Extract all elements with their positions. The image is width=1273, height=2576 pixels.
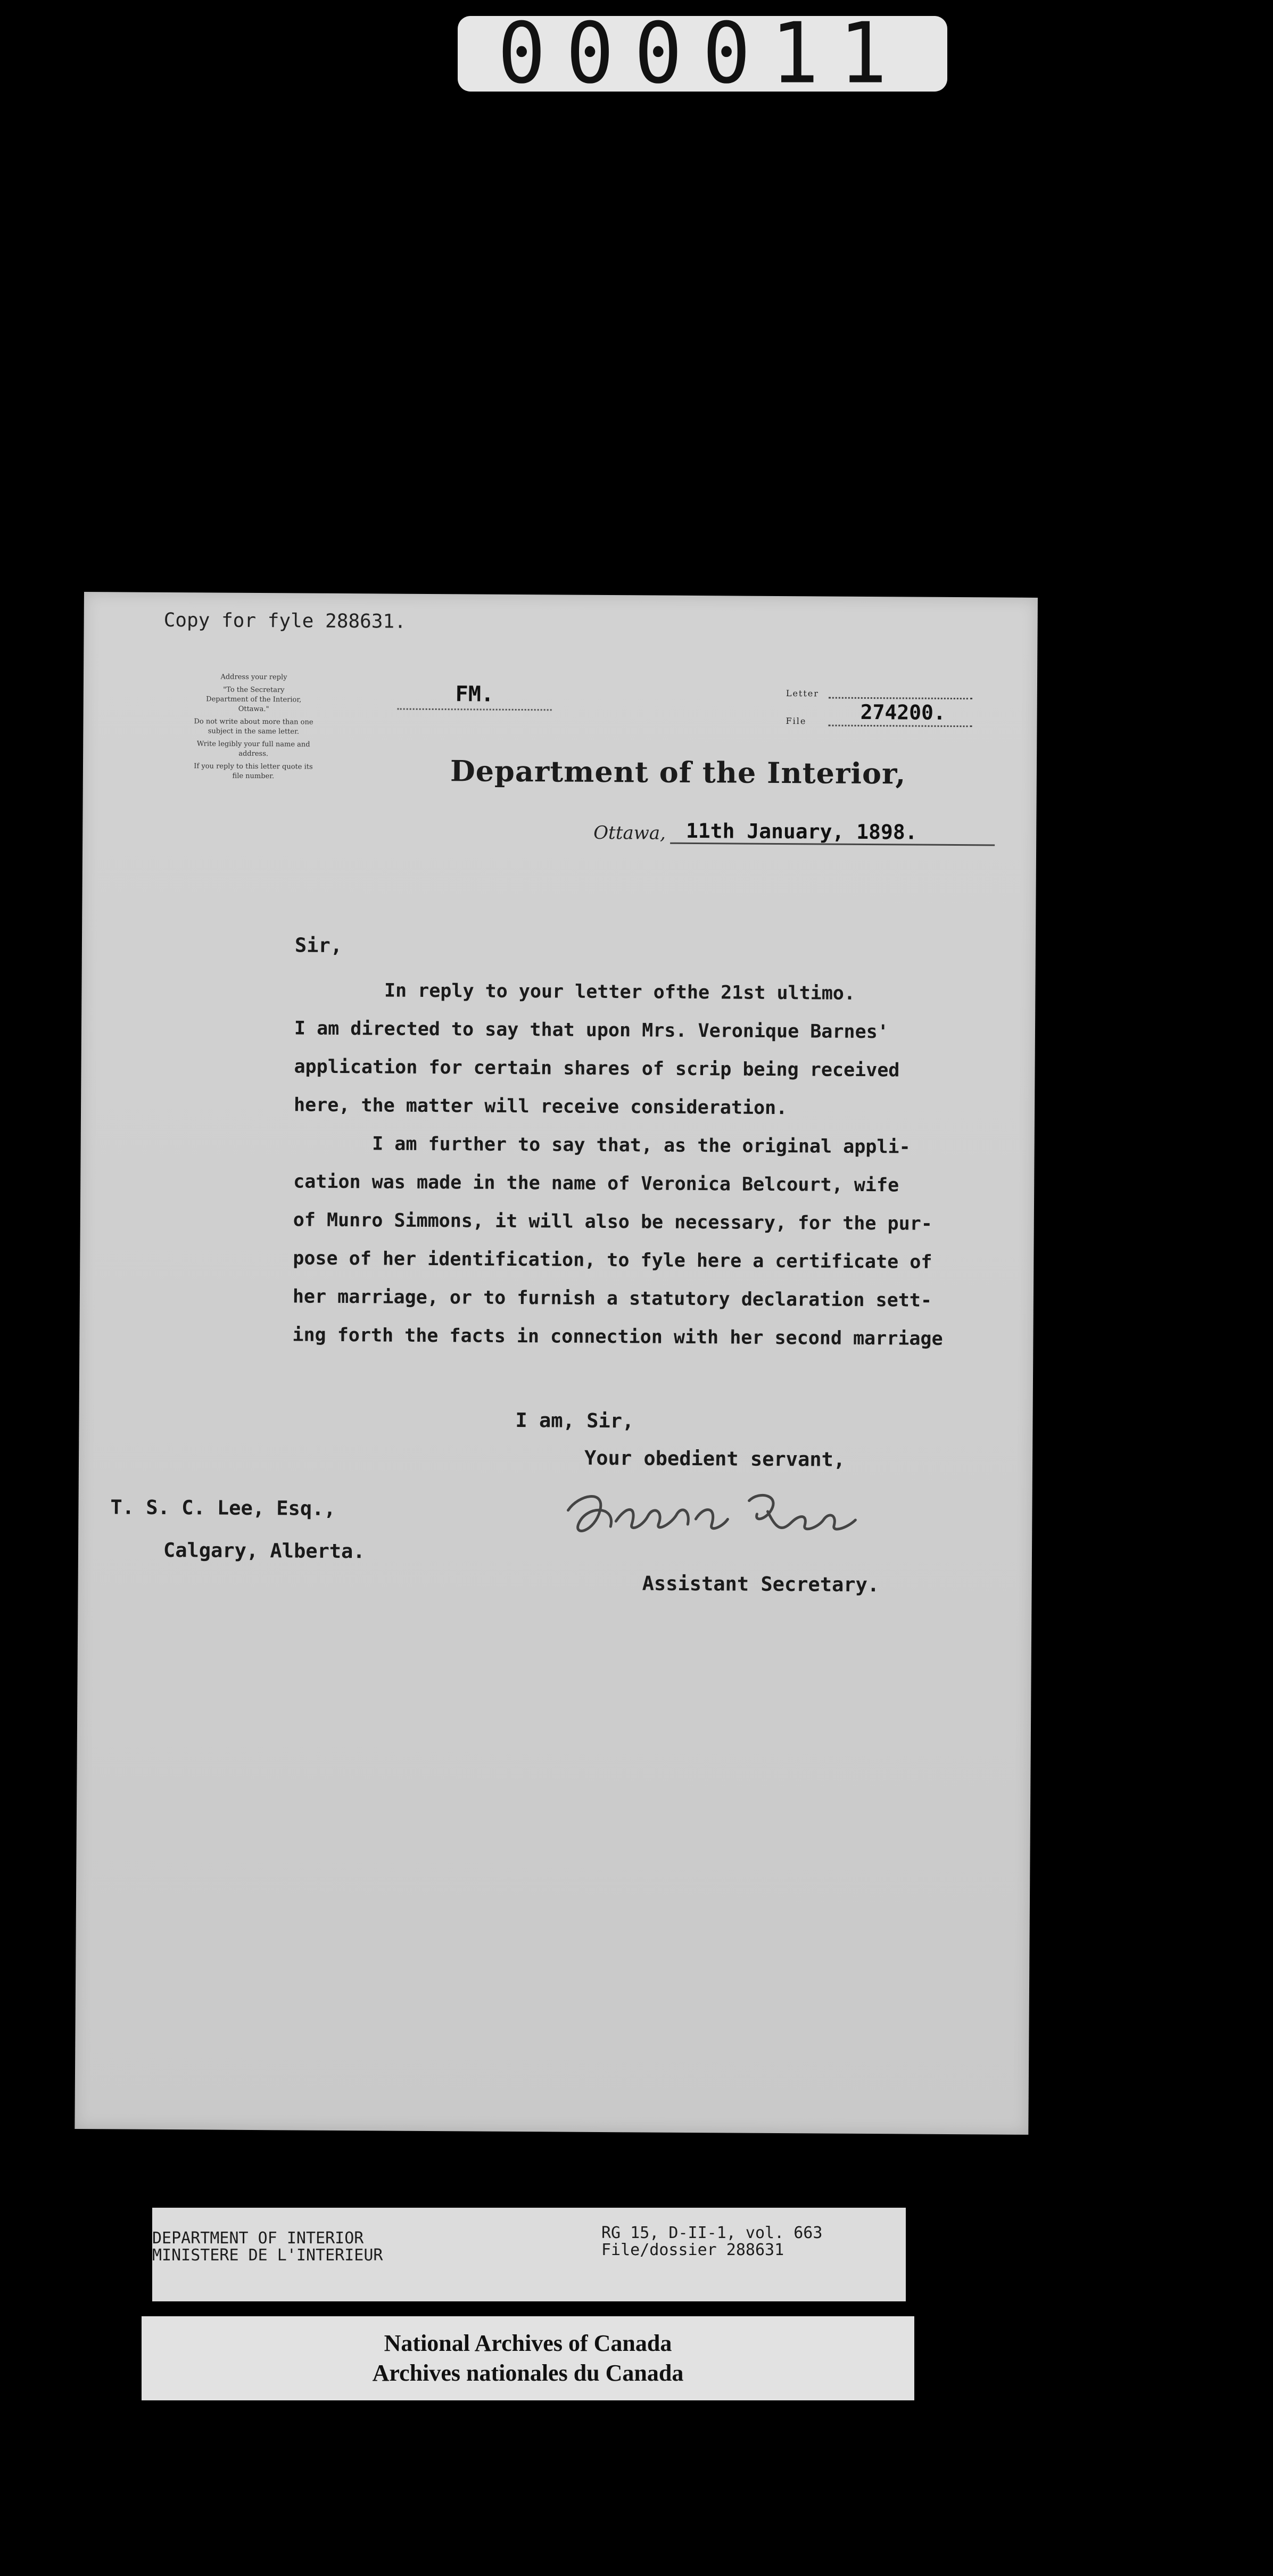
body-line: pose of her identification, to fyle here a certificate of [293, 1248, 932, 1273]
address-note-line: Do not write about more than one subject in the same letter. [194, 717, 313, 736]
initials-mark: FM. [398, 682, 552, 711]
frame-number: 000011 [498, 5, 907, 103]
department-label: DEPARTMENT OF INTERIOR MINISTERE DE L'INTERIEUR [152, 2229, 383, 2265]
record-group-label: RG 15, D-II-1, vol. 663 File/dossier 288631 [601, 2224, 823, 2259]
archive-reference-label [152, 2208, 906, 2301]
recipient-place: Calgary, Alberta. [163, 1538, 365, 1563]
letter-label: Letter [786, 688, 819, 699]
body-line: In reply to your letter ofthe 21st ultimo. [294, 979, 856, 1004]
body-line: ing forth the facts in connection with her second marriage [292, 1324, 943, 1350]
date-value: 11th January, 1898. [670, 819, 995, 846]
letter-number-row [786, 671, 972, 699]
body-line: application for certain shares of scrip being received [294, 1056, 900, 1081]
closing-servant: Your obedient servant, [584, 1446, 846, 1471]
letter-page [75, 592, 1038, 2135]
address-note-line: "To the Secretary Department of the Interior, Ottawa." [206, 686, 302, 714]
body-line: here, the matter will receive consideration. [293, 1094, 788, 1119]
letter-body [292, 971, 986, 1358]
department-heading: Department of the Interior, [450, 754, 906, 791]
archives-name-fr: Archives nationales du Canada [372, 2360, 684, 2386]
file-label: File [786, 716, 807, 726]
copy-note: Copy for fyle 288631. [163, 609, 406, 633]
archives-name-en: National Archives of Canada [384, 2330, 672, 2356]
address-note-line: Write legibly your full name and address. [196, 740, 310, 758]
closing-line: I am, Sir, [515, 1408, 634, 1433]
address-instructions [152, 672, 355, 785]
handwritten-signature [557, 1473, 877, 1560]
letter-number-value [829, 673, 972, 700]
address-note-line: Address your reply [220, 673, 287, 682]
body-line: I am further to say that, as the original appli- [293, 1133, 911, 1158]
body-line: I am directed to say that upon Mrs. Veronique Barnes' [294, 1018, 889, 1043]
recipient-block [110, 1486, 366, 1573]
reference-block [786, 671, 972, 727]
body-line: cation was made in the name of Veronica Belcourt, wife [293, 1171, 899, 1196]
date-line [593, 819, 995, 846]
file-number-row [786, 698, 972, 727]
frame-number-label [458, 5, 947, 103]
file-number-value: 274200. [828, 700, 972, 728]
recipient-name: T. S. C. Lee, Esq., [110, 1496, 336, 1520]
body-line: of Munro Simmons, it will also be necessary, for the pur- [293, 1209, 932, 1235]
address-note-line: If you reply to this letter quote its file number. [194, 762, 313, 781]
salutation: Sir, [294, 934, 343, 957]
body-line: her marriage, or to furnish a statutory declaration sett- [292, 1286, 932, 1311]
date-place: Ottawa, [593, 822, 666, 844]
signer-title: Assistant Secretary. [642, 1572, 880, 1597]
archives-banner [142, 2316, 914, 2400]
